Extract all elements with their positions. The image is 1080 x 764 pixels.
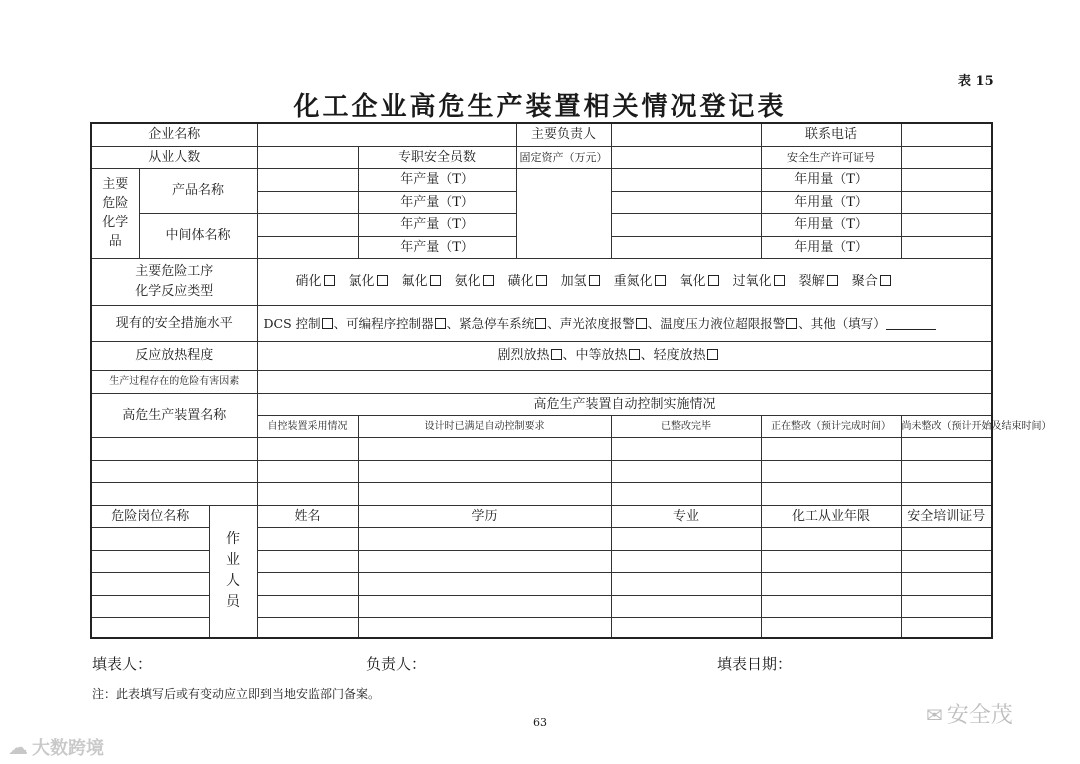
contact-phone-label: 联系电话 bbox=[761, 123, 901, 146]
table-cell[interactable] bbox=[901, 550, 992, 572]
measure-option-overlimit-alarm[interactable]: 、温度压力液位超限报警 bbox=[648, 316, 799, 331]
table-cell[interactable] bbox=[358, 437, 611, 460]
table-cell[interactable] bbox=[761, 595, 901, 617]
hazard-process-label bbox=[91, 258, 257, 305]
reaction-option-amination[interactable]: 氨化 bbox=[455, 274, 508, 289]
intermediate-name-field-1[interactable] bbox=[257, 213, 358, 236]
reaction-option-fluorination[interactable]: 氟化 bbox=[402, 274, 455, 289]
post-name-cell[interactable] bbox=[91, 527, 209, 550]
table-cell[interactable] bbox=[358, 527, 611, 550]
intermediate-name-field-2[interactable] bbox=[257, 236, 358, 258]
table-cell[interactable] bbox=[358, 550, 611, 572]
heat-option-mild[interactable]: 、轻度放热 bbox=[641, 348, 719, 363]
table-cell[interactable] bbox=[358, 572, 611, 595]
table-cell[interactable] bbox=[257, 572, 358, 595]
auto-control-col-adoption: 自控装置采用情况 bbox=[257, 415, 358, 437]
reaction-option-nitration[interactable]: 硝化 bbox=[296, 274, 349, 289]
employee-count-label: 从业人数 bbox=[91, 146, 257, 168]
main-principal-field[interactable] bbox=[611, 123, 761, 146]
company-name-label: 企业名称 bbox=[91, 123, 257, 146]
contact-phone-field[interactable] bbox=[901, 123, 992, 146]
measure-option-other[interactable]: 、其他（填写） bbox=[798, 316, 936, 331]
hazard-process-label-line2: 化学反应类型 bbox=[135, 283, 214, 299]
footnote: 注：此表填写后或有变动应立即到当地安监部门备案。 bbox=[92, 687, 381, 701]
reaction-heat-group bbox=[257, 341, 992, 370]
table-cell[interactable] bbox=[901, 460, 992, 482]
main-principal-label: 主要负责人 bbox=[516, 123, 611, 146]
annual-usage-field-4[interactable] bbox=[901, 236, 992, 258]
product-name-label: 产品名称 bbox=[139, 168, 257, 213]
table-cell[interactable] bbox=[901, 595, 992, 617]
page-title: 化工企业高危生产装置相关情况登记表 bbox=[293, 92, 787, 122]
high-risk-device-label: 高危生产装置名称 bbox=[91, 393, 257, 437]
annual-usage-label-4: 年用量（T） bbox=[761, 236, 901, 258]
table-cell[interactable] bbox=[257, 595, 358, 617]
reaction-option-hydrogenation[interactable]: 加氢 bbox=[561, 274, 614, 289]
hazard-process-label-line1: 主要危险工序 bbox=[135, 263, 214, 279]
fill-date-label: 填表日期： bbox=[717, 655, 793, 673]
safety-license-field[interactable] bbox=[901, 146, 992, 168]
safety-measures-label: 现有的安全措施水平 bbox=[91, 305, 257, 341]
reaction-option-cracking[interactable]: 裂解 bbox=[799, 274, 852, 289]
reaction-option-oxidation[interactable]: 氧化 bbox=[680, 274, 733, 289]
table-cell[interactable] bbox=[761, 617, 901, 638]
heat-option-medium[interactable]: 、中等放热 bbox=[563, 348, 641, 363]
auto-control-col-not-started: 尚未整改（预计开始及结束时间） bbox=[901, 415, 992, 437]
table-row bbox=[91, 437, 992, 460]
watermark-left-text: 大数跨境 bbox=[32, 738, 104, 759]
fixed-assets-field[interactable] bbox=[611, 146, 761, 168]
table-cell[interactable] bbox=[257, 550, 358, 572]
table-cell[interactable] bbox=[257, 460, 358, 482]
reaction-option-polymerization[interactable]: 聚合 bbox=[852, 274, 891, 289]
table-cell[interactable] bbox=[761, 527, 901, 550]
table-cell[interactable] bbox=[358, 482, 611, 505]
table-cell[interactable] bbox=[611, 460, 761, 482]
table-cell[interactable] bbox=[901, 482, 992, 505]
auto-control-col-in-progress: 正在整改（预计完成时间） bbox=[761, 415, 901, 437]
auto-control-status-label: 高危生产装置自动控制实施情况 bbox=[257, 393, 992, 415]
operator-col-education: 学历 bbox=[358, 505, 611, 527]
safety-staff-label: 专职安全员数 bbox=[358, 146, 516, 168]
raw-material-field-3[interactable] bbox=[611, 213, 761, 236]
table-cell[interactable] bbox=[358, 595, 611, 617]
table-cell[interactable] bbox=[901, 572, 992, 595]
table-cell[interactable] bbox=[358, 617, 611, 638]
auto-control-col-design: 设计时已满足自动控制要求 bbox=[358, 415, 611, 437]
safety-license-label: 安全生产许可证号 bbox=[761, 146, 901, 168]
table-cell[interactable] bbox=[358, 460, 611, 482]
post-name-cell[interactable] bbox=[91, 595, 209, 617]
hazard-post-label: 危险岗位名称 bbox=[91, 505, 209, 527]
hazard-factors-field[interactable] bbox=[257, 370, 992, 393]
watermark-left bbox=[8, 734, 104, 760]
employee-count-field[interactable] bbox=[257, 146, 358, 168]
table-row bbox=[91, 482, 992, 505]
reaction-option-diazotization[interactable]: 重氮化 bbox=[614, 274, 680, 289]
auto-control-col-completed: 已整改完毕 bbox=[611, 415, 761, 437]
device-name-cell[interactable] bbox=[91, 437, 257, 460]
annual-usage-field-1[interactable] bbox=[901, 168, 992, 191]
reaction-option-sulfonation[interactable]: 磺化 bbox=[508, 274, 561, 289]
main-hazardous-chemicals-label: 主要危险化学品 bbox=[91, 168, 139, 258]
intermediate-name-label: 中间体名称 bbox=[139, 213, 257, 258]
annual-output-label-3: 年产量（T） bbox=[358, 213, 516, 236]
table-row bbox=[91, 460, 992, 482]
safety-measures-group bbox=[257, 305, 992, 341]
wechat-icon: ✉ bbox=[926, 703, 943, 727]
table-cell[interactable] bbox=[761, 460, 901, 482]
operator-col-major: 专业 bbox=[611, 505, 761, 527]
annual-output-label-4: 年产量（T） bbox=[358, 236, 516, 258]
product-name-field-2[interactable] bbox=[257, 191, 358, 213]
table-cell[interactable] bbox=[611, 595, 761, 617]
table-cell[interactable] bbox=[761, 550, 901, 572]
measure-option-dcs[interactable]: DCS 控制 bbox=[264, 316, 334, 331]
annual-usage-field-2[interactable] bbox=[901, 191, 992, 213]
watermark-right bbox=[926, 698, 1013, 729]
fixed-assets-label: 固定资产（万元） bbox=[516, 146, 611, 168]
operators-label: 作业人员 bbox=[209, 505, 257, 638]
table-cell[interactable] bbox=[901, 527, 992, 550]
annual-usage-label-2: 年用量（T） bbox=[761, 191, 901, 213]
device-name-cell[interactable] bbox=[91, 460, 257, 482]
table-cell[interactable] bbox=[257, 617, 358, 638]
table-number: 表 15 bbox=[958, 74, 994, 89]
raw-material-field-4[interactable] bbox=[611, 236, 761, 258]
table-cell[interactable] bbox=[257, 527, 358, 550]
post-name-cell[interactable] bbox=[91, 572, 209, 595]
watermark-logo-icon: ☁ bbox=[8, 735, 28, 759]
measure-option-emergency-stop[interactable]: 、紧急停车系统 bbox=[447, 316, 548, 331]
reaction-types-group bbox=[257, 258, 992, 305]
annual-usage-label-3: 年用量（T） bbox=[761, 213, 901, 236]
table-cell[interactable] bbox=[901, 617, 992, 638]
annual-usage-field-3[interactable] bbox=[901, 213, 992, 236]
post-name-cell[interactable] bbox=[91, 550, 209, 572]
table-cell[interactable] bbox=[761, 482, 901, 505]
page-number: 63 bbox=[533, 716, 547, 729]
table-cell[interactable] bbox=[611, 550, 761, 572]
annual-output-label-1: 年产量（T） bbox=[358, 168, 516, 191]
table-cell[interactable] bbox=[611, 437, 761, 460]
heat-option-severe[interactable]: 剧烈放热 bbox=[498, 348, 563, 363]
annual-output-label-2: 年产量（T） bbox=[358, 191, 516, 213]
table-cell[interactable] bbox=[761, 572, 901, 595]
reaction-option-peroxidation[interactable]: 过氧化 bbox=[733, 274, 799, 289]
device-name-cell[interactable] bbox=[91, 482, 257, 505]
person-in-charge-label: 负责人： bbox=[366, 655, 427, 673]
table-cell[interactable] bbox=[257, 482, 358, 505]
table-cell[interactable] bbox=[761, 437, 901, 460]
table-cell[interactable] bbox=[257, 437, 358, 460]
company-name-field[interactable] bbox=[257, 123, 516, 146]
table-cell[interactable] bbox=[611, 572, 761, 595]
filler-label: 填表人： bbox=[92, 655, 153, 673]
annual-output-field-block[interactable] bbox=[516, 168, 611, 258]
table-cell[interactable] bbox=[611, 527, 761, 550]
reaction-option-chlorination[interactable]: 氯化 bbox=[349, 274, 402, 289]
table-cell[interactable] bbox=[901, 437, 992, 460]
post-name-cell[interactable] bbox=[91, 617, 209, 638]
annual-usage-label-1: 年用量（T） bbox=[761, 168, 901, 191]
measure-option-plc[interactable]: 、可编程序控制器 bbox=[334, 316, 447, 331]
raw-material-field-2[interactable] bbox=[611, 191, 761, 213]
measure-option-sound-light-alarm[interactable]: 、声光浓度报警 bbox=[547, 316, 648, 331]
table-cell[interactable] bbox=[611, 617, 761, 638]
watermark-right-text: 安全茂 bbox=[946, 703, 1013, 728]
operator-col-certificate: 安全培训证号 bbox=[901, 505, 992, 527]
operator-col-years: 化工从业年限 bbox=[761, 505, 901, 527]
raw-material-field-1[interactable] bbox=[611, 168, 761, 191]
hazard-factors-label: 生产过程存在的危险有害因素 bbox=[91, 370, 257, 393]
product-name-field-1[interactable] bbox=[257, 168, 358, 191]
operator-col-name: 姓名 bbox=[257, 505, 358, 527]
reaction-heat-label: 反应放热程度 bbox=[91, 341, 257, 370]
registration-form bbox=[90, 122, 1052, 639]
table-cell[interactable] bbox=[611, 482, 761, 505]
